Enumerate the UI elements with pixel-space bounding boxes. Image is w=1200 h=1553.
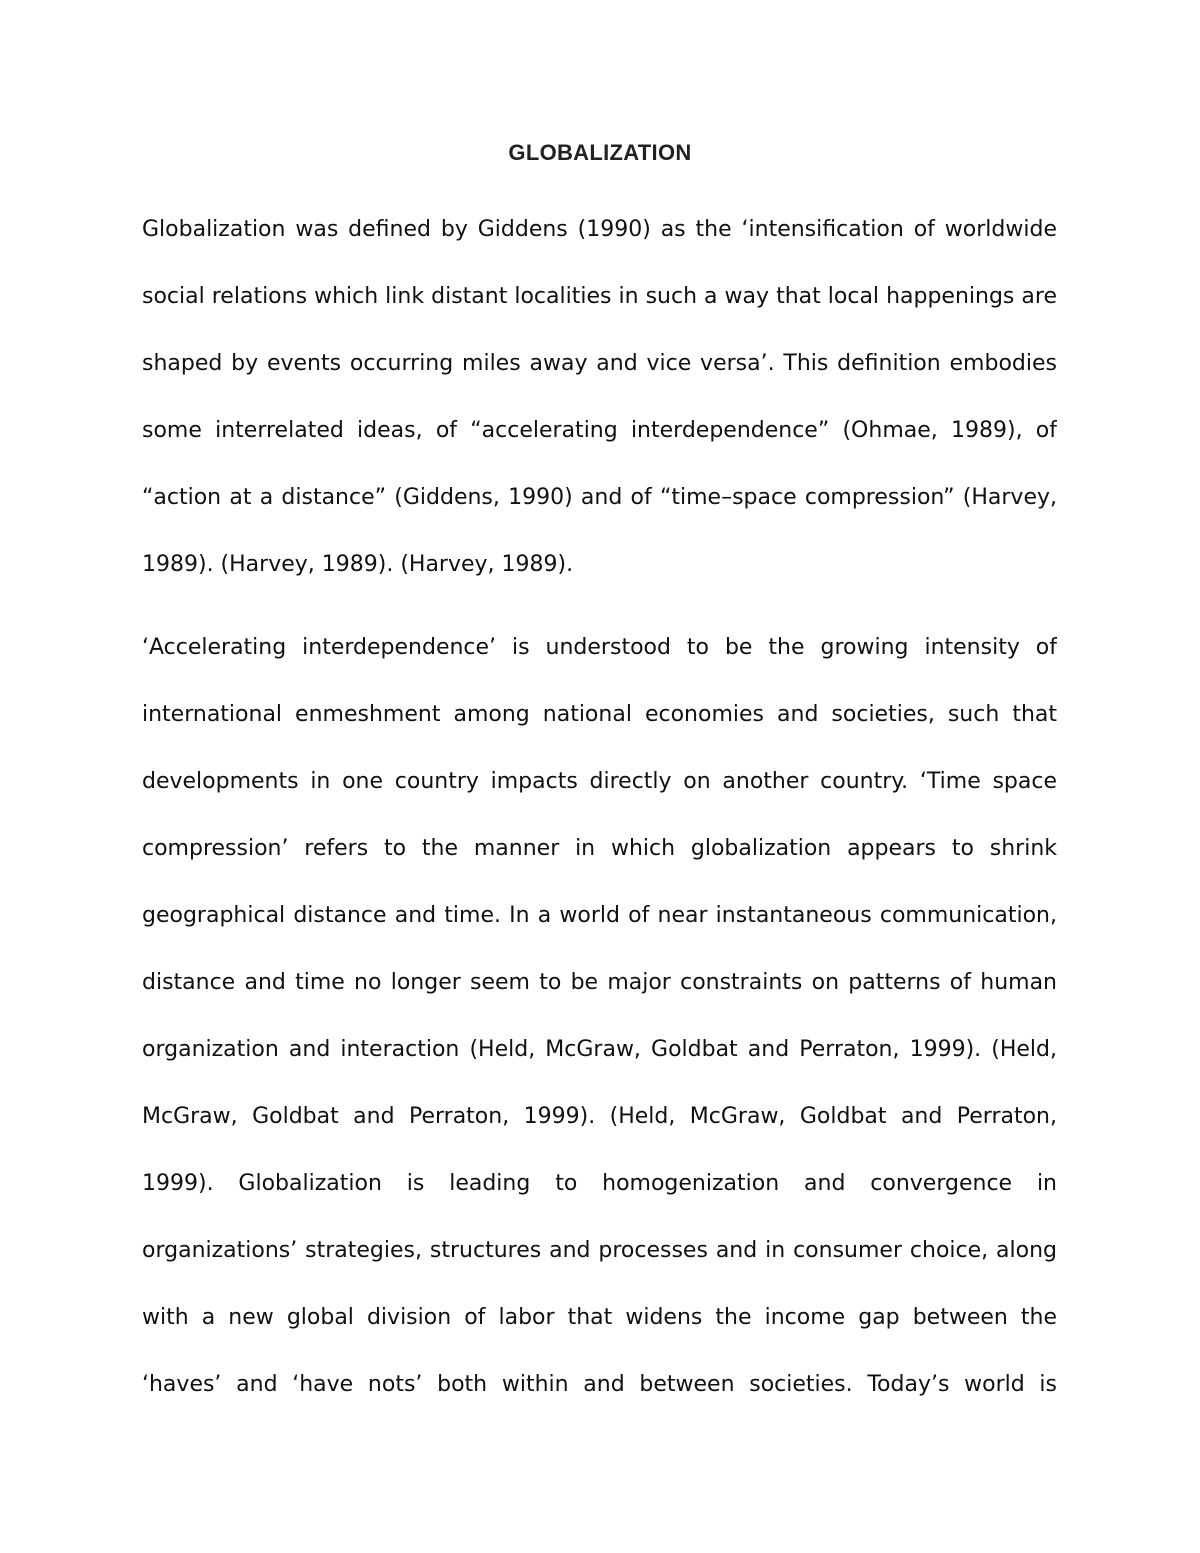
text-line: “action at a distance” (Giddens, 1990) and of “time–space compression” (Harvey,	[142, 485, 1057, 510]
text-line: organizations’ strategies, structures and processes and in consumer choice, along	[142, 1238, 1057, 1263]
text-line: social relations which link distant localities in such a way that local happenings are	[142, 284, 1057, 309]
text-line: McGraw, Goldbat and Perraton, 1999). (Held, McGraw, Goldbat and Perraton,	[142, 1104, 1057, 1129]
text-line: ‘Accelerating interdependence’ is understood to be the growing intensity of	[142, 635, 1057, 660]
text-line: 1999). Globalization is leading to homogenization and convergence in	[142, 1171, 1057, 1196]
text-line: geographical distance and time. In a world of near instantaneous communication,	[142, 903, 1057, 928]
paragraph-1	[142, 196, 1057, 598]
text-line: organization and interaction (Held, McGraw, Goldbat and Perraton, 1999). (Held,	[142, 1037, 1057, 1062]
paragraph-2	[142, 614, 1057, 1418]
text-line: 1989). (Harvey, 1989). (Harvey, 1989).	[142, 552, 574, 577]
text-line: compression’ refers to the manner in which globalization appears to shrink	[142, 836, 1057, 861]
text-line: Globalization was defined by Giddens (1990) as the ‘intensification of worldwide	[142, 217, 1057, 242]
document-title: GLOBALIZATION	[508, 140, 692, 165]
text-line: with a new global division of labor that widens the income gap between the	[142, 1305, 1057, 1330]
text-line: shaped by events occurring miles away and vice versa’. This definition embodies	[142, 351, 1057, 376]
text-line: distance and time no longer seem to be major constraints on patterns of human	[142, 970, 1057, 995]
text-line: international enmeshment among national economies and societies, such that	[142, 702, 1057, 727]
text-line: some interrelated ideas, of “accelerating interdependence” (Ohmae, 1989), of	[142, 418, 1057, 443]
text-line: developments in one country impacts directly on another country. ‘Time space	[142, 769, 1057, 794]
text-line: ‘haves’ and ‘have nots’ both within and between societies. Today’s world is	[142, 1372, 1057, 1397]
